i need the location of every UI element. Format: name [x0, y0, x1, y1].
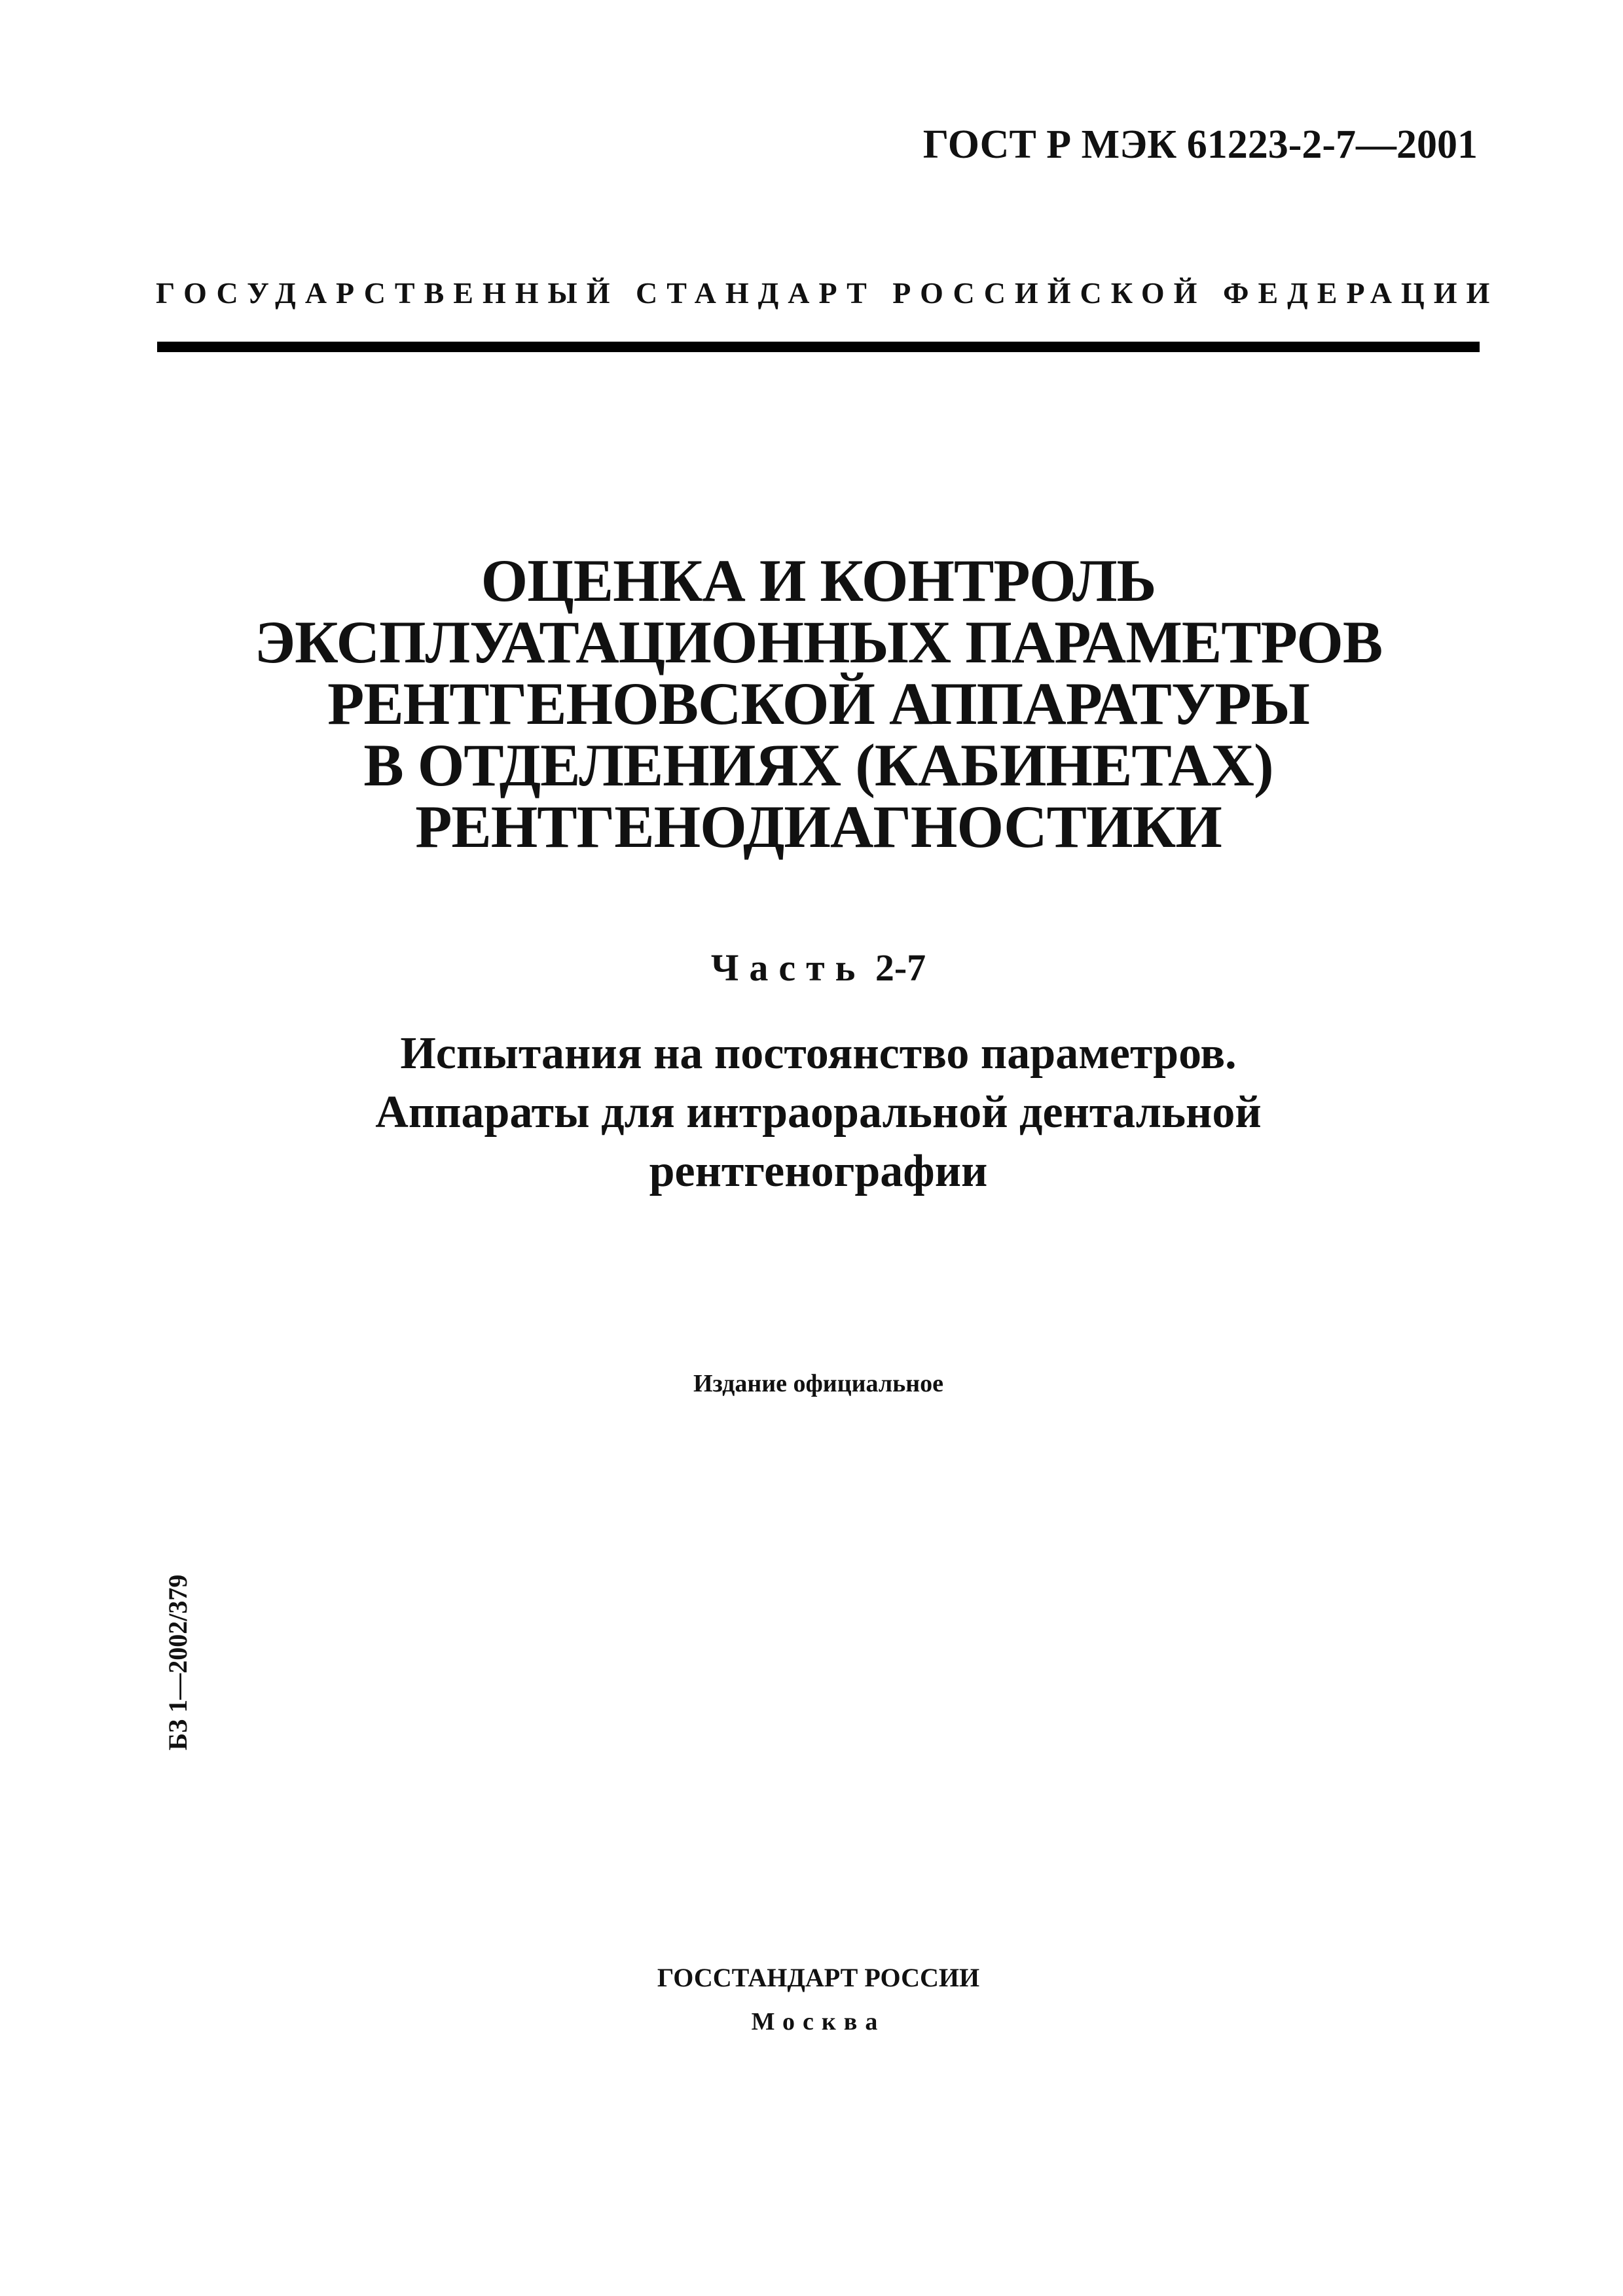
edition-note: Издание официальное — [693, 1370, 943, 1397]
subtitle-line: рентгенографии — [649, 1146, 988, 1196]
title-line: В ОТДЕЛЕНИЯХ (КАБИНЕТАХ) — [363, 732, 1273, 798]
catalog-code: БЗ 1—2002/379 — [163, 1574, 192, 1751]
part-label — [157, 946, 1480, 989]
publisher-name: ГОССТАНДАРТ РОССИИ — [657, 1963, 980, 1992]
organization-heading: ГОСУДАРСТВЕННЫЙ СТАНДАРТ РОССИЙСКОЙ ФЕДЕРАЦИИ — [156, 276, 1499, 310]
title-line: ЭКСПЛУАТАЦИОННЫХ ПАРАМЕТРОВ — [254, 609, 1383, 675]
subtitle-line: Испытания на постоянство параметров. — [400, 1028, 1237, 1079]
title-line: РЕНТГЕНОВСКОЙ АППАРАТУРЫ — [327, 670, 1309, 737]
header-divider — [157, 342, 1480, 352]
publisher-city: Москва — [751, 2008, 886, 2036]
part-number: 2-7 — [875, 946, 926, 989]
part-word: Часть — [710, 946, 866, 989]
title-line: ОЦЕНКА И КОНТРОЛЬ — [481, 547, 1156, 614]
title-line: РЕНТГЕНОДИАГНОСТИКИ — [415, 793, 1222, 860]
standard-number: ГОСТ Р МЭК 61223-2-7—2001 — [922, 122, 1478, 167]
subtitle-line: Аппараты для интраоральной дентальной — [375, 1087, 1262, 1138]
document-subtitle — [157, 1024, 1480, 1201]
document-title — [157, 547, 1480, 860]
